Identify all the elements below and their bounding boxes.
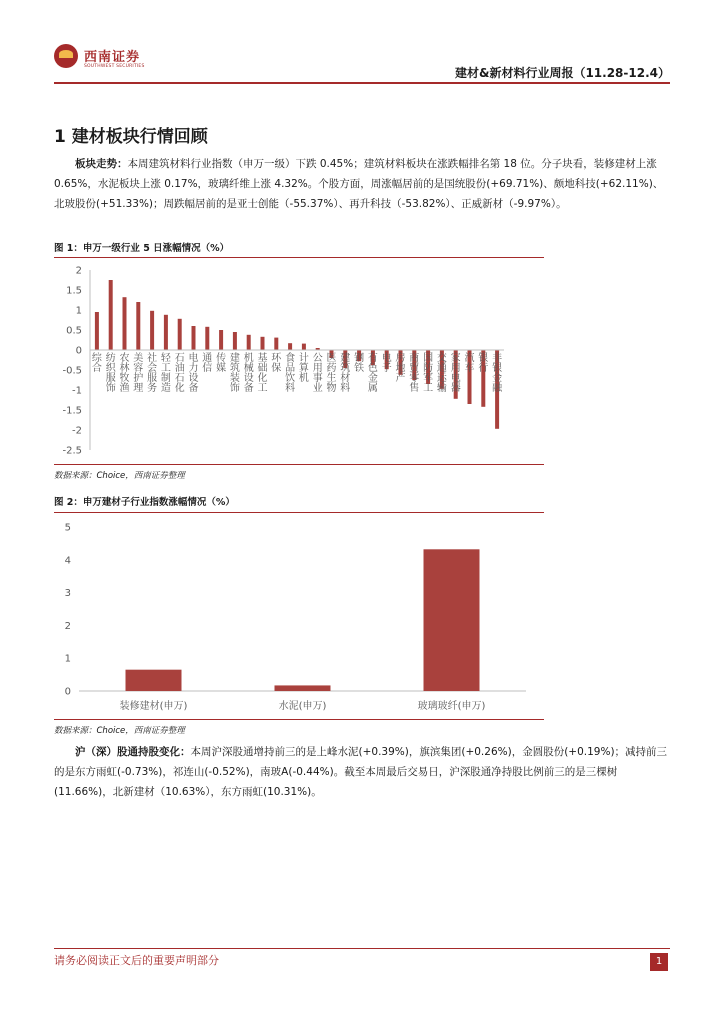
- y-tick-label: 5: [64, 522, 71, 534]
- chart-subsector-change: [54, 513, 544, 717]
- category-label-char: 媒: [216, 363, 227, 374]
- category-label-char: 建: [340, 353, 351, 364]
- figure1-source: 数据来源：Choice，西南证券整理: [54, 471, 185, 481]
- category-label: [106, 351, 117, 394]
- bar: [233, 332, 237, 350]
- category-label-char: 务: [147, 383, 158, 394]
- bar: [123, 297, 127, 350]
- category-label-char: 饰: [229, 383, 240, 394]
- bar: [136, 302, 140, 350]
- category-label-char: 运: [436, 373, 447, 384]
- bar: [274, 338, 278, 350]
- category-label: [437, 351, 448, 394]
- y-tick-label: 0: [75, 345, 82, 357]
- header-divider: [54, 82, 670, 84]
- y-tick-label: -2: [72, 425, 82, 437]
- bar: [126, 670, 182, 691]
- category-label-char: 算: [298, 363, 309, 374]
- y-tick-label: 0.5: [66, 325, 82, 337]
- category-label-char: 用: [450, 363, 461, 374]
- bar: [261, 337, 265, 350]
- category-label: [423, 352, 433, 394]
- category-label-char: 通: [436, 363, 447, 374]
- category-label-char: 工: [160, 363, 171, 374]
- category-label-char: 会: [147, 363, 158, 374]
- category-label-char: 子: [381, 363, 392, 374]
- logo-name-en: SOUTHWEST SECURITIES: [84, 64, 145, 69]
- category-label-char: 业: [312, 383, 323, 394]
- y-tick-label: 3: [64, 588, 71, 600]
- category-label-char: 公: [312, 353, 323, 364]
- category-label-char: 地: [395, 363, 406, 374]
- category-label-char: 护: [133, 373, 144, 384]
- category-label-char: 信: [202, 363, 213, 374]
- category-label-char: 器: [450, 383, 461, 394]
- category-label-char: 药: [326, 363, 337, 374]
- category-label-char: 装: [229, 373, 240, 384]
- category-label-char: 铁: [354, 363, 365, 374]
- y-tick-label: 1: [75, 305, 82, 317]
- category-label-char: 农: [119, 353, 130, 364]
- category-label-char: 渔: [119, 383, 130, 394]
- category-label: [92, 351, 103, 374]
- category-label: [175, 352, 185, 394]
- footer-disclaimer: 请务必阅读正文后的重要声明部分: [54, 954, 219, 967]
- category-label: [244, 351, 254, 394]
- category-label: [216, 351, 226, 374]
- category-label-char: 银: [492, 363, 503, 374]
- category-label-char: 设: [243, 373, 254, 384]
- category-label-char: 汽: [464, 353, 475, 364]
- y-tick-label: 1.5: [66, 285, 82, 297]
- y-tick-label: 2: [75, 265, 82, 277]
- category-label-char: 化: [174, 383, 185, 394]
- category-label-char: 银: [478, 353, 489, 364]
- category-label-char: 基: [257, 353, 268, 364]
- category-label-char: 筑: [340, 363, 351, 374]
- category-label-char: 化: [257, 373, 268, 384]
- paragraph-text: 本周建筑材料行业指数（申万一级）下跌 0.45%；建筑材料板块在涨跌幅排名第 18 位。分子块看，装修建材上涨 0.65%，水泥板块上涨 0.17%，玻璃纤维上涨 4.32%。个股方面，周涨幅居前的是国统股份(+69.71%)、颇地科技(+62.11%)、北玻股份(+51.33%)；周跌幅居前的是亚士创能（-55.37%）、再升科技（-53.82%）、正威新材（-9.97%）。: [54, 158, 664, 210]
- category-label-char: 设: [188, 373, 199, 384]
- y-tick-label: -1: [72, 385, 82, 397]
- bar: [205, 327, 209, 350]
- category-label-char: 生: [326, 373, 337, 384]
- bar: [275, 685, 331, 691]
- category-label-char: 美: [133, 353, 144, 364]
- category-label-char: 国: [423, 353, 434, 364]
- category-label: [120, 351, 130, 394]
- category-label-char: 食: [285, 353, 296, 364]
- category-label-char: 筑: [229, 363, 240, 374]
- y-tick-label: 1: [64, 653, 71, 665]
- category-label: [313, 353, 323, 394]
- category-label-char: 用: [312, 363, 323, 374]
- bar: [424, 549, 480, 691]
- category-label-char: 织: [105, 363, 116, 374]
- category-label: [161, 352, 172, 394]
- category-label-char: 有: [367, 353, 378, 364]
- y-tick-label: 2: [64, 620, 71, 632]
- category-label: 玻璃玻纤(申万): [417, 701, 486, 712]
- category-label-char: 石: [174, 373, 185, 384]
- category-label: [258, 351, 268, 394]
- category-label: [147, 351, 157, 394]
- category-label: [189, 351, 199, 394]
- bar: [95, 312, 99, 350]
- paragraph-lead: 板块走势：: [75, 158, 128, 170]
- bar: [178, 319, 182, 350]
- bar: [288, 343, 292, 350]
- bar: [150, 311, 154, 350]
- category-label-char: 商: [409, 353, 420, 364]
- category-label-char: 容: [133, 363, 144, 374]
- category-label: [327, 352, 337, 394]
- category-label-char: 钢: [354, 353, 365, 364]
- paragraph-connect-holdings: [54, 742, 670, 802]
- category-label-char: 电: [450, 373, 461, 384]
- category-label-char: 金: [367, 373, 378, 384]
- category-label-char: 贸: [409, 363, 420, 374]
- bar: [302, 344, 306, 350]
- category-label: [340, 351, 350, 394]
- category-label-char: 械: [243, 363, 254, 374]
- category-label: [465, 352, 475, 374]
- category-label-char: 医: [326, 353, 337, 364]
- category-label-char: 牧: [119, 373, 130, 384]
- figure1-caption: 图 1：申万一级行业 5 日涨幅情况（%）: [54, 243, 230, 254]
- category-label-char: 建: [229, 353, 240, 364]
- category-label-char: 制: [160, 373, 171, 384]
- category-label: [492, 351, 503, 394]
- category-label-char: 理: [133, 383, 144, 394]
- category-label: [285, 351, 295, 394]
- category-label-char: 电: [188, 353, 199, 364]
- category-label-char: 力: [188, 363, 199, 374]
- category-label-char: 料: [340, 383, 351, 394]
- category-label-char: 交: [436, 353, 447, 364]
- category-label-char: 备: [243, 383, 254, 394]
- category-label-char: 属: [367, 383, 378, 394]
- logo-icon: [54, 44, 78, 68]
- category-label: [230, 351, 240, 394]
- category-label-char: 机: [298, 373, 309, 384]
- category-label-char: 轻: [160, 353, 171, 364]
- y-tick-label: -1.5: [62, 405, 82, 417]
- category-label-char: 饮: [285, 373, 296, 384]
- category-label: 水泥(申万): [278, 701, 327, 712]
- y-tick-label: -0.5: [62, 365, 82, 377]
- bar: [219, 330, 223, 350]
- category-label-char: 产: [395, 373, 406, 384]
- category-label-char: 计: [298, 353, 309, 364]
- category-label-char: 础: [257, 363, 268, 374]
- paragraph-text: 本周沪深股通增持前三的是上峰水泥(+0.39%)，旗滨集团(+0.26%)，金圆股份(+0.19%)；减持前三的是东方雨虹(-0.73%)，祁连山(-0.52%)，南玻A(-0.44%)。截至本周最后交易日，沪深股通净持股比例前三的是三棵树(11.66%)，北新建材（10.63%），东方雨虹(10.31%)。: [54, 746, 668, 798]
- category-label: [382, 351, 392, 374]
- bar: [164, 315, 168, 350]
- category-label-char: 林: [119, 363, 130, 374]
- category-label: [299, 351, 309, 384]
- category-label: [409, 351, 420, 394]
- category-label-char: 合: [91, 363, 102, 374]
- category-label-char: 纺: [105, 353, 116, 364]
- category-label-char: 军: [423, 373, 434, 384]
- category-label-char: 融: [492, 383, 503, 394]
- category-label-char: 非: [492, 353, 503, 364]
- category-label-char: 工: [257, 383, 268, 394]
- category-label: 装修建材(申万): [119, 701, 188, 712]
- category-label-char: 行: [478, 363, 489, 374]
- category-label-char: 保: [271, 363, 282, 374]
- bar: [192, 326, 196, 350]
- category-label: [368, 351, 378, 394]
- category-label: [271, 352, 282, 374]
- category-label-char: 传: [216, 353, 227, 364]
- category-label-char: 材: [340, 373, 351, 384]
- category-label: [478, 351, 488, 374]
- category-label: [133, 351, 143, 394]
- chart-industry-5day-change: [54, 258, 544, 462]
- figure2-caption: 图 2：申万建材子行业指数涨幅情况（%）: [54, 497, 235, 508]
- category-label-char: 电: [381, 353, 392, 364]
- footer-divider: [54, 948, 670, 949]
- category-label-char: 饰: [105, 383, 116, 394]
- category-label-char: 工: [423, 383, 434, 394]
- category-label-char: 零: [409, 373, 420, 384]
- category-label-char: 综: [91, 353, 102, 364]
- category-label-char: 石: [174, 353, 185, 364]
- report-title: 建材&新材料行业周报（11.28-12.4）: [454, 66, 670, 80]
- y-tick-label: -2.5: [62, 445, 82, 457]
- category-label-char: 备: [188, 383, 199, 394]
- category-label: [396, 351, 406, 384]
- category-label: [451, 352, 461, 394]
- figure2-bottom-rule: [54, 719, 544, 720]
- paragraph-lead: 沪（深）股通持股变化：: [75, 746, 191, 758]
- category-label-char: 通: [202, 353, 213, 364]
- category-label-char: 房: [395, 353, 406, 364]
- category-label-char: 事: [312, 373, 323, 384]
- category-label-char: 服: [105, 373, 116, 384]
- page-number: 1: [650, 953, 668, 971]
- category-label-char: 社: [147, 353, 158, 364]
- y-tick-label: 4: [64, 555, 71, 567]
- category-label-char: 家: [450, 353, 461, 364]
- y-tick-label: 0: [64, 686, 71, 698]
- company-logo: [54, 44, 152, 72]
- category-label-char: 环: [271, 353, 282, 364]
- bar: [247, 335, 251, 350]
- bar: [109, 280, 113, 350]
- category-label-char: 料: [285, 383, 296, 394]
- category-label-char: 车: [464, 363, 475, 374]
- category-label-char: 机: [243, 353, 254, 364]
- paragraph-sector-trend: [54, 154, 670, 214]
- category-label-char: 油: [174, 363, 185, 374]
- category-label-char: 色: [367, 363, 378, 374]
- figure2-source: 数据来源：Choice，西南证券整理: [54, 726, 185, 736]
- logo-name-cn: 西南证券: [84, 50, 141, 65]
- category-label-char: 品: [285, 363, 296, 374]
- category-label: [202, 352, 212, 374]
- section-title: 1 建材板块行情回顾: [54, 127, 208, 147]
- category-label-char: 防: [423, 363, 434, 374]
- category-label-char: 售: [409, 383, 420, 394]
- category-label-char: 造: [160, 383, 171, 394]
- category-label-char: 输: [436, 383, 447, 394]
- category-label-char: 服: [147, 373, 158, 384]
- category-label: [354, 351, 364, 374]
- figure1-bottom-rule: [54, 464, 544, 465]
- category-label-char: 物: [326, 383, 337, 394]
- category-label-char: 金: [492, 373, 503, 384]
